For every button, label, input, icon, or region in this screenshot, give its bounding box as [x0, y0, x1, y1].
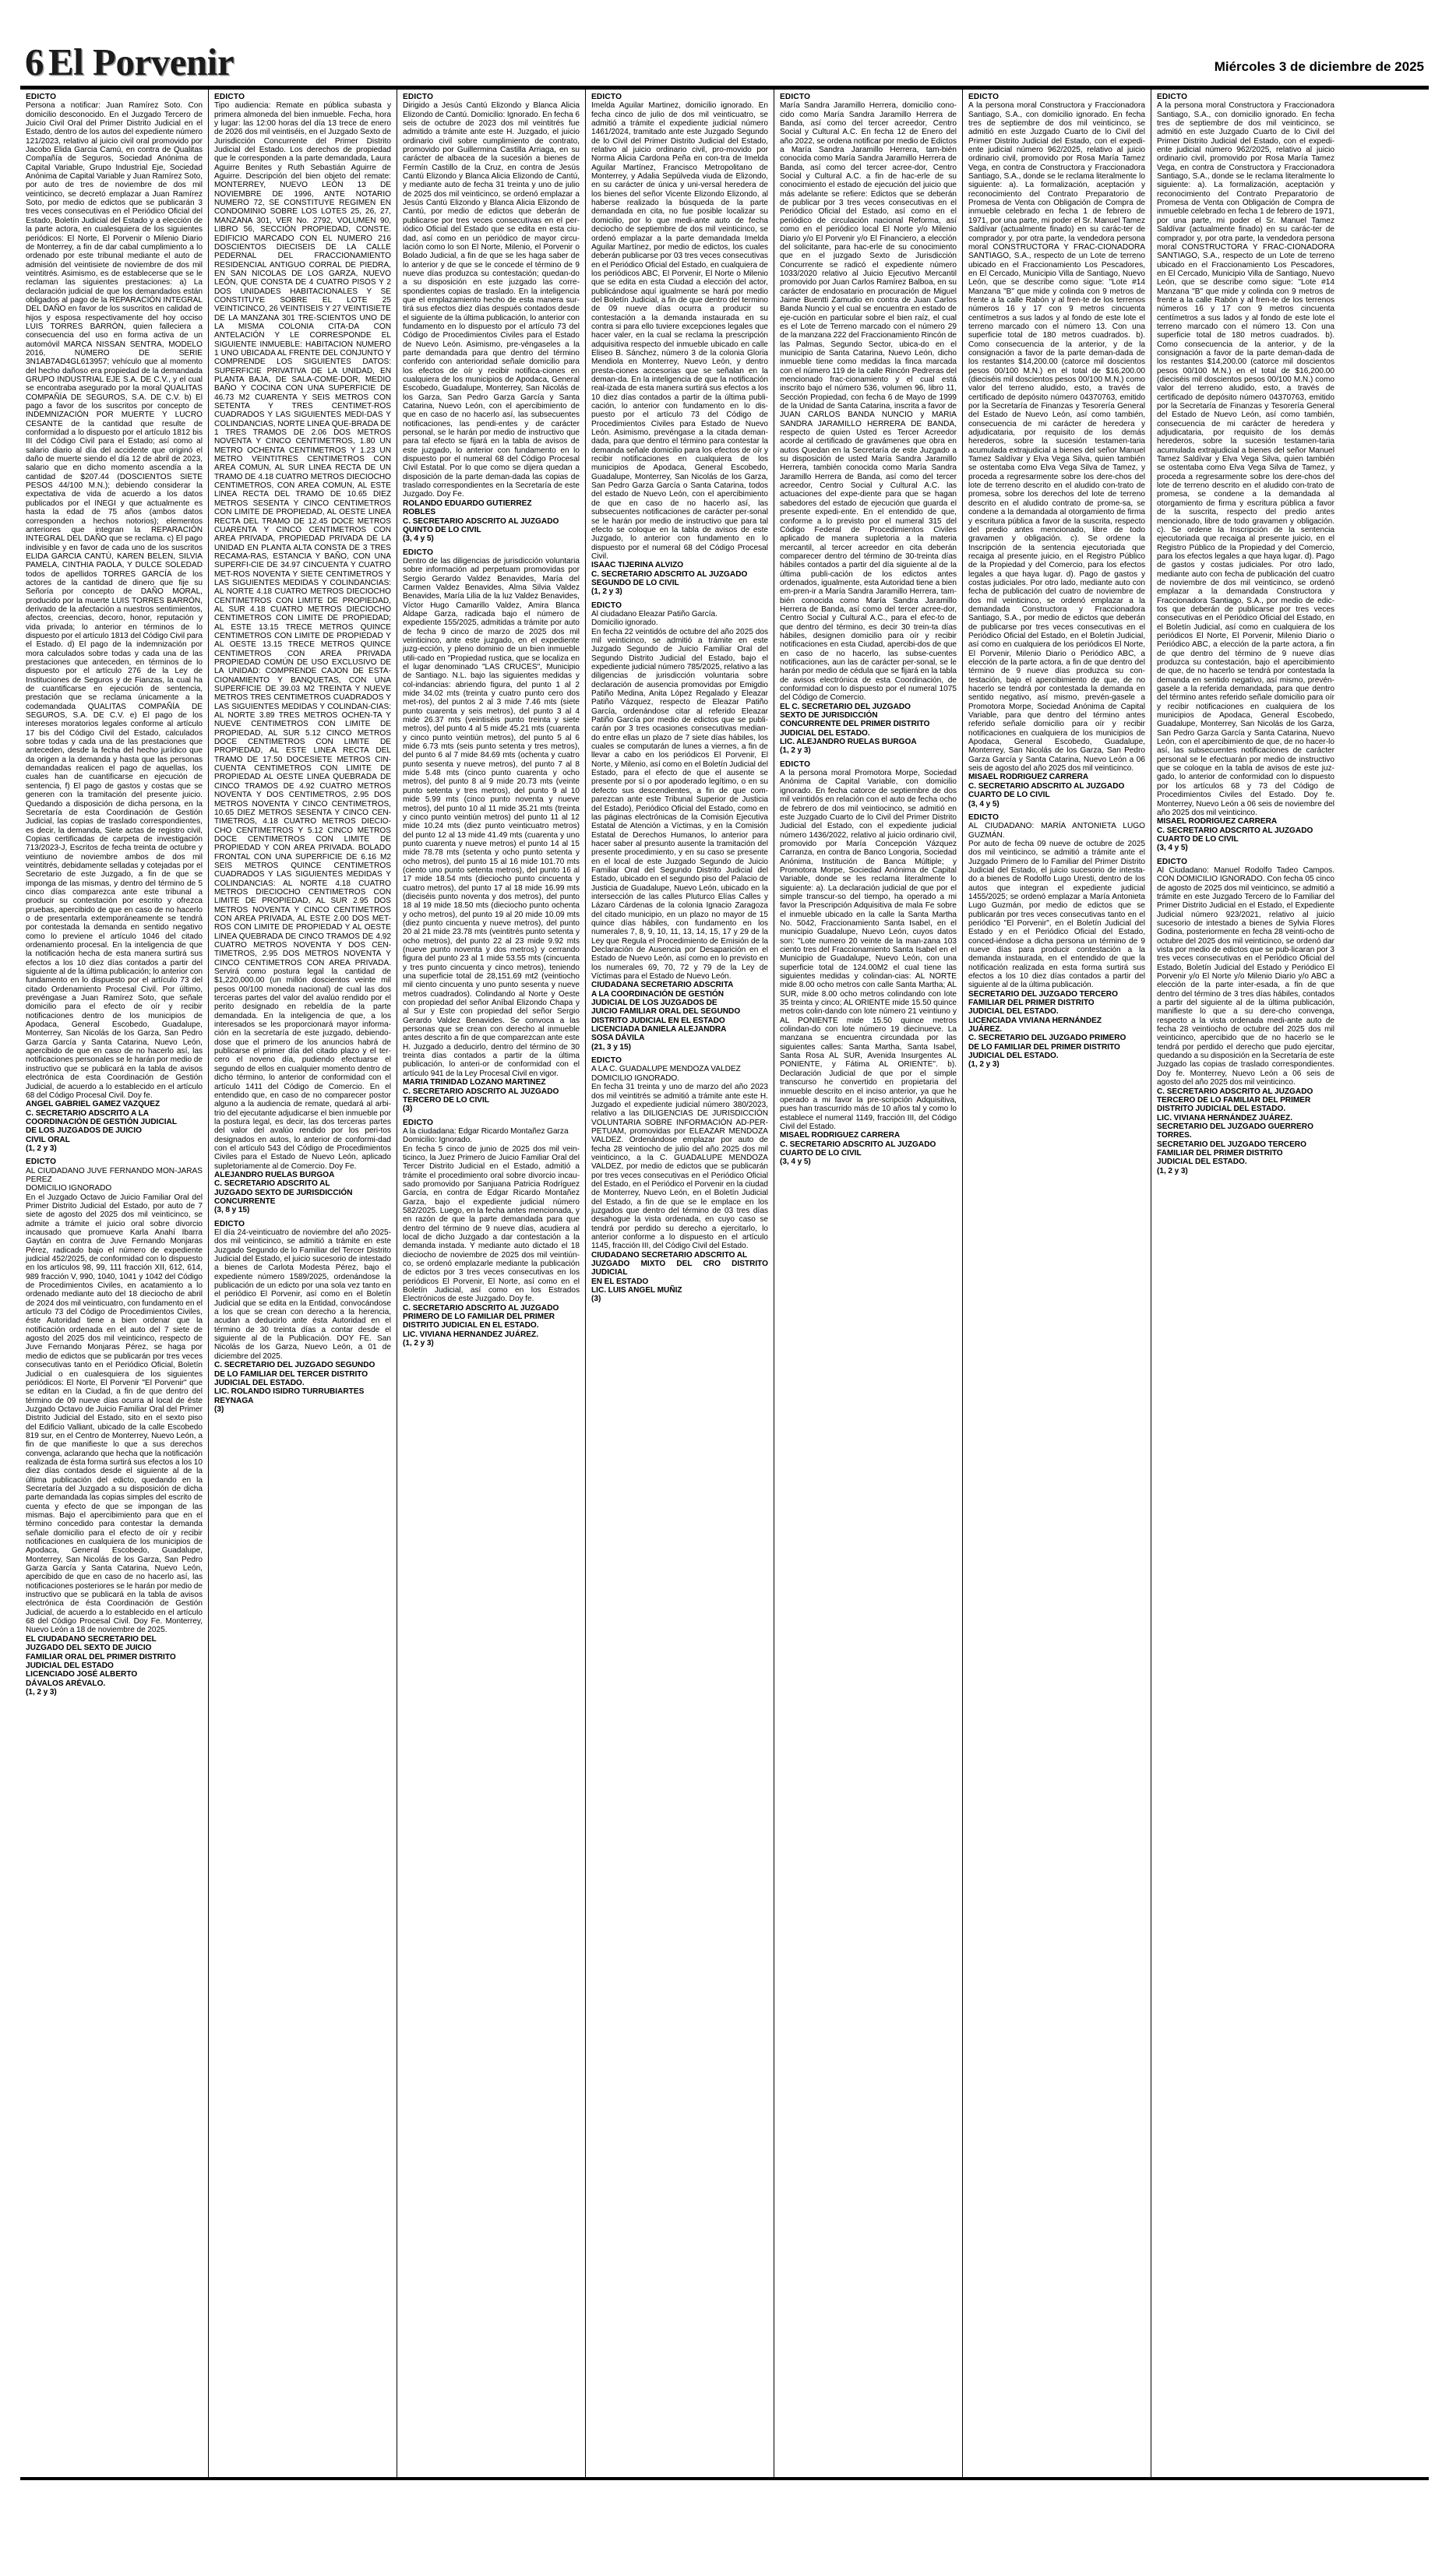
signature-line: JUÁREZ. — [968, 1025, 1003, 1034]
edict-body: Imelda Aguilar Martinez, domicilio ignorado. En fecha cinco de julio de dos mil veinticuatro, se admitió a trámite el expediente judicial número 1461/2024, tramitado ante este Juzgado Segundo de lo Civil del Primer Distrito Judicial del Estado, relativo al juicio ordinario civil, pro-movido por Norma Alicia Cardona Peña en con-tra de Imelda Aguilar Martínez, Francisco Metropolitano de Monterrey, y Adalia Sepúlveda viuda de Elizondo, en su carácter de única y uni-versal heredera de los bienes del señor Vicente Elizondo Elizondo, al haberse realizado la búsqueda de la parte demandada en cita, no fue posible localizar su domicilio, por lo que medi-ante auto de fecha deciocho de septiembre de dos mil veinticinco, se ordenó emplazar a la parte demandada Imelda Aguilar Martínez, por medio de edictos, los cuales deberán publicarse por 03 tres veces consecutivas en el Periódico Oficial del Estado, en cualquiera de los periódicos ABC, El Porvenir, El Norte o Milenio que se edita en esta Ciudad a elección del actor, publicándose aquí igualmente se hará por medio del Boletín Judicial, a fin de que dentro del termino de 09 nueve días ocurra a producir su contestación a la demanda instaurada en su contra si para ello tuviere excepciones legales que hacer valer, en la cual se reclama la prescripción adquisitiva respecto del inmueble ubicado en calle Eliseo B. Sánchez, número 3 de la colonia Gloria Mendiola en Monterrey, Nuevo León, y dentro presta-ciones accesorias que se señalan en la deman-da. En la inteligencia de que la notificación real-izada de esta manera surtirá sus efectos a los 10 diez días contados a partir de la última publi-cación, lo anterior con fundamento en lo dis-puesto por el artículo 73 del Código de Procedimientos Civiles para Estado de Nuevo León. Asimismo, prevéngase a la citada deman-dada, para que dentro el término para contestar la demanda señale domicilio para los efectos de oír y recibir notificaciones en cualquiera de los municipios de Apodaca, General Escobedo, Guadalupe, Monterrey, San Nicolás de los Garza, San Pedro Garza García o Santa Catarina, todos del estado de Nuevo León, con el apercibimiento de que en caso de no hacerlo así, las subsecuentes notificaciones de carácter per-sonal se le harán por medio de instructivo que para tal efecto se coloque en la tabla de avisos de este Juzgado, lo anterior con fundamento en lo dispuesto por el numeral 68 del Código Procesal Civil. — [591, 101, 768, 561]
column-7 — [1151, 90, 1340, 2477]
signature-line: ISAAC TIJERINA ALVIZO — [591, 561, 684, 570]
edict-body: Por auto de fecha 09 nueve de octubre de 2025 dos mil veinticinco, se admitió a trámite ante el Juzgado Primero de lo Familiar del Primer Distrito Judicial del Estado, el juicio sucesorio de intesta-do a bienes de Rodolfo Lugo Uresti, dentro de los autos que integran el expediente judicial 1455/2025; se ordenó emplazar a María Antonieta Lugo Guzmán, por medio de edictos que se publicarán por tres veces consecutivas tanto en el periódico "El Porvenir", en el Boletín Judicial del Estado y en el Periódico Oficial del Estado, conced-iéndose a dicha persona un término de 9 nueve días para producir contestación a la demanda instaurada, en el entendido de que la notificación realizada en esta forma surtirá sus efectos a los 10 diez días contados a partir del siguiente al de la última publicación. — [968, 839, 1145, 990]
signature-line: C. SECRETARIO DEL JUZGADO PRIMERO — [968, 1034, 1126, 1043]
edict-header: EDICTO — [1157, 93, 1188, 101]
signature-line: SOSA DÁVILA — [591, 1034, 645, 1043]
signature-line: DE LO FAMILIAR DEL TERCER DISTRITO — [214, 1369, 368, 1379]
edict-body: A la persona moral Promotora Morpe, Sociedad Anónima de Capital Variable, con domicilio ignorado. En fecha catorce de septiembre de dos mil veintidós en relación con el auto de fecha ocho de febrero de dos mil veintiocinco, se admitió en este Juzgado Cuarto de lo Civil del Primer Distrito Judicial del Estado, con el expediente judicial número 1436/2022, relativo al juicio ordinario civil, promovido por María Concepción Vázquez Carranza, en contra de Banco Longoria, Sociedad Anónima, Institución de Banca Múltiple; y Promotora Morpe, Sociedad Anónima de Capital Variable, donde se les reclama literalmente lo siguiente: a). La declaración judicial de que por el simple transcur-so del tiempo, ha operado a mi favor la Prescripción Adquisitiva de mala Fe sobre el inmueble ubicado en la calle la Santa Martha No. 5042, Fraccionamiento Santa Isabel, en el municipio Guadalupe, Nuevo León, cuyos datos son: "Lote numero 20 veinte de la man-zana 103 ciento tres del Fraccionamiento Santa Isabel en el Municipio de Guadalupe, Nuevo León, con una superficie total de 124.00M2 el cual tiene las siguientes medidas y colindan-cias: AL NORTE mide 8.00 ocho metros con calle Santa Martha; AL SUR, mide 8.00 ocho metros colindando con lote 35 treinta y cinco; AL ORIENTE mide 15.50 quince metros colin-dando con lote número 21 veintiuno y AL PONIENTE mide 15.50 quince metros colindan-do con lote número 19 diecinueve. La manzana se encuentra circundada por las siguientes calles: Santa Martha, Santa Isabel, Santa Rosa AL SUR, Avenida Insurgentes AL PONIENTE, y Fátima AL ORIENTE". b). Declaración Judicial de que por el simple transcurso he convertido en propietaria del inmueble descrito en el inciso anterior, ya que he operado a mi favor la pre-scripción Adquisitiva, pues han trascurrido más de 10 años tal y como lo establece el numeral 1149, fracción III, del Código Civil del Estado. — [780, 769, 957, 1131]
signature-line: JUDICIAL DEL ESTADO. — [968, 1052, 1059, 1061]
signature-line: C. SECRETARIO ADSCRITO AL JUZGADO — [780, 1140, 936, 1149]
edict-header: EDICTO — [403, 93, 434, 101]
signature-line: EL CIUDADANO SECRETARIO DEL — [26, 1634, 157, 1644]
edict-signature — [403, 499, 580, 534]
signature-line: C. SECRETARIO ADSCRITO AL JUZGADO — [403, 1303, 559, 1313]
edict-signature — [968, 990, 1145, 1061]
signature-line: C. SECRETARIO ADSCRITO AL JUZGADO — [968, 781, 1125, 791]
edict-signature — [968, 773, 1145, 799]
signature-line: MARIA TRINIDAD LOZANO MARTINEZ — [403, 1078, 546, 1087]
masthead — [20, 0, 1429, 86]
signature-line: DE LOS JUZGADOS DE JUICIO — [26, 1126, 142, 1136]
edict-body: Dentro de las diligencias de jurisdicción voluntaria sobre información ad perpetuam promovidas por Sergio Gerardo Valdez Benavides, María del Carmen Valdez Benavides, Alma Silvia Valdez Benavides, María Lilia de la luz Valdez Benavides, Víctor Hugo Camarillo Valdez, Amira Blanca Aldape Garza, radicada bajo el número de expediente 155/2025, admitidas a trámite por auto de fecha 9 cinco de marzo de 2025 dos mil veinticinco, ante este juzgado, en el expediente juzg-ección, y pleno dominio de un bien inmueble utili-cado en "Propiedad rustica, que se localiza en el lugar denominado "LAS CRUCES", Municipio de Santiago. N.L. bajo las siguientes medidas y col-indancias: abriendo figura, del punto 1 al 2 mide 34.02 mts (treinta y cuatro punto cero dos met-ros), del puntos 2 al 3 mide 7.46 mts (siete punto cuarenta y seis metros), del punto 3 al 4 mide 26.37 mts (veintiséis punto treinta y siete metros), del punto 4 al 5 mide 45.21 mts (cuarenta y cinco punto veintiún metros), del punto 5 al 6 mide 6.73 mts (seis punto setenta y tres metros), del punto 6 al 7 mide 84.69 mts (ochenta y cuatro punto sesenta y nueve metros), del punto 7 al 8 mide 5.48 mts (cinco punto cuarenta y ocho metros), del punto 8 al 9 mide 20.73 mts (veinte punto setenta y tres metros), del punto 9 al 10 mide 5.99 mts (cinco punto noventa y nueve metros), del punto 10 al 11 mide 35.21 mts (treinta y cinco punto veintiún metros) del punto 11 al 12 mide 10.24 mts (diez punto veinticuatro metros) del punto 12 al 13 mide 41.49 mts (cuarenta y uno punto cuarenta y nueve metros) el punto 14 al 15 mide 78.78 mts (setenta y ocho punto setenta y ocho metros), del punto 15 al 16 mide 101.70 mts (ciento uno punto setenta metros), del punto 16 al 17 mide 18.54 mts (dieciocho punto cincuenta y cuatro metros), del punto 17 al 18 mide 16.99 mts (dieciséis punto noventa y dos metros), del punto 18 al 19 mide 18.50 mts (dieciocho punto ochenta y ocho metros), del punto 19 al 20 mide 10.09 mts (diez punto cincuenta y nueve metros), del punto 20 al 21 mide 23.78 mts (veintitrés punto setenta y ocho metros), del punto 22 al 23 mide 9.92 mts (nueve punto noventa y dos metros) y cerrando figura del punto 23 al 1 mide 53.55 mts (cincuenta y tres punto cincuenta y cinco metros), teniendo una superficie total de 28,151.69 mt2 (veintiocho mil ciento cincuenta y uno punto sesenta y nueve metros cuadrados). Colindando al Norte y Oeste con propiedad del señor Aníbal Elizondo Chapa y al Sur y Este con propiedad del señor Sergio Gerardo Valdez Benavides. Se convoca a las personas que se crean con derecho al inmueble antes descrito a fin de que comparezcan ante este H. Juzgado a deducirlo, dentro del término de 30 treinta días contados a partir de la última publicación, lo anteri-or de conformidad con el artículo 941 de la Ley Procesal Civil en vigor. — [403, 556, 580, 1078]
edict-publication-ref: (1, 2 y 3) — [591, 587, 622, 597]
signature-line: DISTRITO JUDICIAL EN EL ESTADO — [591, 1016, 725, 1025]
edict-body: Tipo audiencia: Remate en pública subasta y primera almoneda del bien inmueble. Fecha, hora y lugar: las 12:00 horas del día 13 trece de enero de 2026 dos mil veintiséis, en el Juzgado Sexto de Jurisdicción Concurrente del Primer Distrito Judicial del Estado. Los derechos de propiedad que le corresponden a la parte demandada, Laura Aguirre Benites y Ruth Sebastián Aguirre de Aguirre. Descripción del bien objeto del remate: MONTERREY, NUEVO LEÓN 13 DE NOVIEMBRE DE 1996, ANTE NOTARIO NUMERO 72, SE CONSTITUYE REGIMEN EN CONDOMINIO SOBRE LOS LOTES 25, 26, 27, MANZANA 301, VER No. 2792, VOLUMEN 90, LIBRO 56, SECCIÓN PROPIEDAD, CONSTE. EDIFICIO MARCADO CON EL NUMERO 216 DOSCIENTOS DIECISEIS DE LA CALLE PEDERNAL DEL FRACCIONAMIENTO RESIDENCIAL ANTIGUO CORRAL DE PIEDRA, EN SAN NICOLAS DE LOS GARZA, NUEVO LEÓN, QUE CONSTA DE 4 CUATRO PISOS Y 2 DOS UNIDADES HABITACIONALES Y SE CONSTITUYE SOBRE EL LOTE 25 VEINTICINCO, 26 VEINTISEIS Y 27 VEINTISIETE DE LA MANZANA 301 TRE-SCIENTOS UNO DE LA MISMA COLONIA CITA-DA CON ANTELACIÓN Y LE CORRESPONDE EL SIGUIENTE INMUEBLE: HABITACION NUMERO 1 UNO UBICADA AL FRENTE DEL CONJUNTO Y COMPRENDE LOS SIGUIENTES DATOS: SUPERFICIE PRIVATIVA DE LA UNIDAD, EN PLANTA BAJA, DE SALA-COME-DOR, MEDIO BAÑO Y COCINA CON UNA SUPERFICIE DE 46.73 M2 CUARENTA Y SEIS METROS CON SETENTA Y TRES CENTIMET-ROS CUADRADOS Y LAS SIGUIENTES MEDI-DAS Y COLINDANCIAS, NORTE LINEA QUE-BRADA DE 1 TRES TRAMOS DE 2.06 DOS METROS NOVENTA Y CINCO CENTIMETROS, 1.80 UN METRO OCHENTA CENTIMETROS Y 1.23 UN METRO VEINTITRES CENTIMETROS CON AREA COMUN, AL SUR LINEA RECTA DE UN TRAMO DE 4.18 CUATRO METROS DIECIOCHO CENTIMETROS, CON AREA COMUN, AL ESTE LINEA RECTA DEL TRAMO DE 10.65 DIEZ METROS SESENTA Y CINCO CENTIMETROS CON LIMITE DE PROPIEDAD, AL OESTE LINEA RECTA DEL TRAMO DE 12.45 DOCE METROS CUARENTA Y CINCO CENTIMETROS CON AREA PRIVADA, PROPIEDAD PRIVADA DE LA UNIDAD EN PLANTA ALTA CONSTA DE 3 TRES RECAMA-RAS, ESTANCIA Y BAÑO, CON UNA SUPERFI-CIE DE 34.97 CINCUENTA Y CUATRO MET-ROS NOVENTA Y SIETE CENTIMETROS Y LAS SIGUIENTES MEDIDAS Y COLINDANCIAS: AL NORTE 4.18 CUATRO METROS DIECIOCHO CENTIMETROS CON LIMITE DE PROPIEDAD, AL SUR 4.18 CUATRO METROS DIECIOCHO CENTIMETROS CON LIMITE DE PROPIEDAD; AL ESTE 13.15 TRECE METROS QUINCE CENTIMETROS CON LIMITE DE PROPIEDAD Y AL OESTE 13.15 TRECE METROS QUINCE CENTIMETROS CON AREA PRIVADA PROPIEDAD COMÚN DE USO EXCLUSIVO DE LA UNIDAD: COMPRENDE CAJON DE ESTA-CIONAMIENTO Y BANQUETAS, CON UNA SUPERFICIE DE 39.03 M2 TREINTA Y NUEVE METROS TRES CENTIMETROS CUADRADOS Y LAS SIGUIENTES MEDIDAS Y COLINDAN-CIAS: AL NORTE 3.89 TRES METROS OCHEN-TA Y NUEVE CENTIMETROS CON LIMITE DE PROPIEDAD, AL SUR 5.12 CINCO METROS DOCE CENTIMETROS CON LIMITE DE PROPIEDAD, AL ESTE LINEA RECTA DEL TRAMO DE 17.50 DOCESIETE METROS CIN-CUENTA CENTIMETROS CON LIMITE DE PROPIEDAD AL OESTE LINEA QUEBRADA DE CINCO TRAMOS DE 4.92 CUATRO METROS NOVENTA Y DOS CENTIMETROS, 2.95 DOS METROS NOVENTA Y CINCO CENTIMETROS, 10.65 DIEZ METROS SESENTA Y CINCO CEN-TIMETROS, 4.18 CUATRO METROS DIECIO-CHO CENTIMETROS Y 5.12 CINCO METROS DOCE CENTIMETROS CON LIMITE DE PROPIEDAD Y CON AREA PRIVADA. BOLADO FRONTAL CON UNA SUPERFICIE DE 6.16 M2 SEIS METROS QUINCE CENTIMETROS CUADRADOS Y LAS SIGUIENTES MEDIDAS Y COLINDANCIAS: AL NORTE 4.18 CUATRO METROS DIECIOCHO CENTIMETROS CON LIMITE DE PROPIEDAD, AL SUR 2.95 DOS METROS NOVENTA Y CINCO CENTIMETROS CON AREA PRIVADA, AL ESTE 2.00 DOS MET-ROS CON LIMITE DE PROPIEDAD Y AL OESTE LINEA QUEBRADA DE CINCO TRAMOS DE 4.92 CUATRO METROS NOVENTA Y DOS CEN-TIMETROS, 2.95 DOS METROS NOVENTA Y CINCO CENTIMETROS CON AREA PRIVADA. Servirá como postura legal la cantidad de $1,220,000.00 (un millón doscientos veinte mil pesos 00/100 moneda nacional) de cual las dos terceras partes del valor del avalúo rendido por el perito designado en rebeldía de la parte demandada. En la inteligencia de que, a los interesados se les proporcionará mayor informa-ción en la secretaría de este juzgado, debiendo-dose que el primero de los anuncios habrá de publicarse el primer día del citado plazo y el ter-cero el noveno día, pudiendo efectuarse el segundo de ellos en cualquier momento dentro de dicho término, lo anterior de conformidad con el artículo 1411 del Código de Comercio. En el entendido que, en caso de no comparecer postor alguno a la audiencia de remate, quedará al arbi-trio del ejecutante adjudicarse el bien inmueble por la postura legal, es decir, las dos terceras partes del valor del avalúo rendido por los peri-tos designados en autos, lo anterior de conformi-dad con el artículo 543 del Código de Procedimientos Civiles para el Estado de Nuevo León, aplicado supletoriamente al de Comercio. Doy Fe. — [214, 101, 391, 1171]
signature-line: CONCURRENTE DEL PRIMER DISTRITO — [780, 720, 930, 729]
edict-signature — [591, 981, 768, 1042]
signature-line: SECRETARIO DEL JUZGADO TERCERO — [968, 989, 1118, 999]
signature-line: JUZGADO DEL SEXTO DE JUICIO — [26, 1644, 152, 1653]
signature-line: PRIMERO DE LO FAMILIAR DEL PRIMER — [403, 1313, 555, 1322]
signature-line: CUARTO DE LO CIVIL — [780, 1148, 862, 1158]
signature-line: SEXTO DE JURISDICCIÓN — [780, 711, 878, 721]
signature-line: ROBLES — [403, 508, 436, 517]
signature-line: C. SECRETARIO ADSCRITO AL — [214, 1179, 330, 1189]
signature-line: DÁVALOS ARÉVALO. — [26, 1679, 106, 1688]
block-spacer — [780, 1167, 957, 1172]
signature-line: CIUDADANA SECRETARIO ADSCRITA — [591, 981, 734, 990]
edict-signature — [26, 1635, 203, 1688]
signature-line: FAMILIAR DEL PRIMER DISTRITO — [968, 999, 1095, 1008]
signature-line: C. SECRETARIO ADSCRITO AL JUZGADO — [403, 1087, 559, 1096]
signature-line: LIC. ROLANDO ISIDRO TURRUBIARTES — [214, 1387, 365, 1397]
edict-body: A la persona moral Constructora y Fraccionadora Santiago, S.A., con domicilio ignorado. En fecha tres de septiembre de dos mil veinticinco, se admitió en este Juzgado Cuarto de lo Civil del Primer Distrito Judicial del Estado, con el expedi-ente judicial número 962/2025, relativo al juicio ordinario civil, promovido por Rosa María Tamez Vega, en contra de Constructora y Fraccionadora Santiago, S.A., donde se le reclama literalmente lo siguiente: a). La formalización, aceptación y reconocimiento del Contrato Preparatorio de Promesa de Venta con Obligación de Compra de inmueble celebrado en fecha 1 de febrero de 1971, por una parte, mi poder el Sr. Manuel Tamez Saldívar (actualmente finado) en su carác-ter de comprador y, por otra parte, la vendedora persona moral CONSTRUCTORA Y FRAC-CIONADORA SANTIAGO, S.A., respecto de un Lote de terreno ubicado en el Fraccionamiento Los Pescadores, en El Cercado, Municipio Villa de Santiago, Nuevo León, que se describe como sigue: "Lote #14 Manzana "B" que mide y colinda con 9 metros de frente a la calle Rabón y al fren-te de los terrenos números 16 y 17 con 9 metros cincuenta centímetros a sus lados y al fondo de este lote el terreno marcado con el número 13. Con una superficie total de 180 metros cuadrados. b). Como consecuencia de la anterior, y de la consignación a favor de la parte deman-dada de los restantes $14,200.00 (catorce mil doscientos pesos 00/100 M.N.) en el total de $16,200.00 (dieciséis mil doscientos pesos 00/100 M.N.) como valor del terreno aludido, esto, a través de certificado de depósito número 04370763, emitido por la Secretaría de Finanzas y Tesorería General del Estado de Nuevo León, así como también, consecuencia de mi carácter de heredera y adjudicataria, por requisito de los demás herederos, sobre la sucesión testamen-taria acumulada extrajudicial a bienes del señor Manuel Tamez Saldívar y Elva Vega Silva, quien también se ostentaba como Elva Vega Silva de Tamez, y proceda a regresarmente sobre los dere-chos del lote de terreno descrito en el aludido con-trato de promesa, se condene a la demandada al otorgamiento de firma y escritura pública a favor de la suscrita, respecto del predio antes mencionado, libre de todo gravamen y obligación. c). Se ordene la Inscripción de la sentencia ejecutoriada que recaiga al presente juicio, en el Registro Público de la Propiedad y del Comercio, para los efectos legales a que haya lugar. d). Pago de gastos y costas judiciales. Por otro lado, mediante auto con fecha de publicación del cuatro de noviembre de dos mil veinticinco, se ordenó emplazar a la demandada Constructora y Fraccionadora Santiago, S.A., por medio de edic-tos que deberán de publicarse por tres veces consecutivas en el Periódico Oficial del Estado, en el Boletín Judicial, así como en cualquiera de los periódicos El Norte, El Porvenir, Milenio Diario o Periódico ABC, a elección de la parte actora, a fin de que dentro del término de 9 nueve días produzca su contestación, bajo el apercibimiento de que, de no hacerlo se tendrá por contestada la demanda en sentido negativo, así mismo, prevén-gasele a la referida demandada, para que dentro del término antes referido señale domicilio para oír y recibir notificaciones en cualquiera de los municipios de Apodaca, General Escobedo, Guadalupe, Monterrey, San Nicolás de los Garza, San Pedro Garza García y Santa Catarina, Nuevo León, con el apercibimiento de que, de no hacer-lo así, las subsecuentes notificaciones de carácter personal se le efectuarán por medio de instructivo que se coloque en la tabla de avisos de este juz-gado, lo anterior de conformidad con lo dispuesto por los artículos 68 y 73 del Código de Procedimientos Civiles del Estado. Doy fe. Monterrey, Nuevo León a 06 seis de noviembre del año 2025 dos mil veinticinco. — [1157, 101, 1334, 817]
signature-line: TERCERO DE LO CIVIL — [403, 1095, 489, 1105]
signature-line: LIC. VIVIANA HERNÁNDEZ JUÁREZ. — [1157, 1113, 1292, 1122]
signature-line: QUINTO DE LO CIVIL — [403, 525, 481, 534]
signature-line: JUDICIAL DEL ESTADO. — [780, 728, 870, 738]
edict-body: Al ciudadano Eleazar Patiño García. — [591, 609, 717, 618]
footer-rule — [20, 2477, 1429, 2480]
block-spacer — [968, 1070, 1145, 1074]
edict-header: EDICTO — [591, 601, 622, 610]
signature-line: FAMILIAR ORAL DEL PRIMER DISTRITO — [26, 1652, 176, 1662]
masthead-title — [20, 43, 234, 81]
edict-signature — [214, 1361, 391, 1405]
signature-line: MISAEL RODRIGUEZ CARRERA — [1157, 817, 1278, 826]
edict-header: EDICTO — [26, 93, 57, 101]
edict-signature — [403, 1078, 580, 1105]
edict-header: EDICTO — [214, 1219, 245, 1228]
signature-line: FAMILIAR DEL PRIMER DISTRITO — [1157, 1148, 1283, 1158]
signature-line: TORRES. — [1157, 1131, 1192, 1140]
column-1 — [20, 90, 209, 2477]
edict-header: EDICTO — [591, 93, 622, 101]
signature-line: (1, 2 y 3) — [403, 1339, 434, 1348]
signature-line: EN EL ESTADO — [591, 1277, 649, 1286]
signature-line: DE LO FAMILIAR DEL PRIMER DISTRITO — [968, 1042, 1120, 1052]
column-2 — [209, 90, 397, 2477]
signature-line: CUARTO DE LO CIVIL — [968, 791, 1050, 800]
edict-header: EDICTO — [780, 759, 811, 769]
signature-line: JUDICIAL DEL ESTADO. — [214, 1378, 305, 1387]
edict-body: Persona a notificar: Juan Ramírez Soto. Con domicilio desconocido. En el Juzgado Tercero de Juicio Civil Oral del Primer Distrito Judicial en el Estado, dentro de los autos del expediente número 121/2023, relativo al juicio civil oral promovido por Jacobo Elida Garcia Camú, en contra de Qualitas Compañía de Seguros, Sociedad Anónima de Capital Variable, Grupo Industrial Eje, Sociedad Anónima de Capital Variable y Juan Ramírez Soto, por auto de tres de noviembre de dos mil veinticinco, se decretó emplazar a Juan Ramírez Soto, por medio de edictos que se publicarán 3 tres veces consecutivas en el Periódico Oficial del Estado, Boletín Judicial del Estado y a elección de la parte actora, en cualesquiera de los siguientes periódicos: El Norte, El Porvenir o Milenio Diario de Monterrey, a fin de dar cabal cumplimiento a lo ordenado por este tribunal mediante el auto de admisión del veintisiete de noviembre de dos mil veintitrés. Asimismo, es de establecerse que se le reclaman las siguientes prestaciones: a) La declaración judicial de que los demandados están obligados al pago de la REPARACIÓN INTEGRAL DEL DAÑO en favor de los suscritos en calidad de hijos y esposa respectivamente del hoy occiso LUIS TORRES BARRÓN, quien falleciera a consecuencia del uso en forma activa de un automóvil MARCA NISSAN SENTRA, MODELO 2016, NÚMERO DE SERIE 3N1AB7AD4GL613957; vehículo que al momento del hecho dañoso era propiedad de la demandada GRUPO INDUSTRIAL EJE S.A. DE C.V., y el cual se encontraba asegurado por la moral QUALITAS COMPAÑÍA DE SEGUROS, S.A. DE C.V. b) El pago a favor de los suscritos por concepto de INDEMNIZACIÓN POR MUERTE Y LUCRO CESANTE de la cantidad que resulte de conformidad a lo dispuesto por el artículo 1812 bis III del Código Civil para el Estado; así como al salario diario al día del accidente que originó el daño de muerte siendo el día 12 de abril de 2023, salario que en dicho momento ascendía a la cantidad de $207.44 (DOSCIENTOS SIETE PESOS 44/100 M.N.); debiendo considerar la expectativa de vida de acuerdo a los datos publicados por el INEGI y que actualmente es hasta la edad de 75 años (ambos datos corresponden a hechos notorios); elementos anteriores que integran la REPARACIÓN INTEGRAL DEL DAÑO que se reclama. c) El pago indivisible y en favor de cada uno de los suscritos ELIDA GARCIA CANTÚ, KAREN BELEN, SILVIA PAMELA, CINTHIA PAOLA, Y DULCE SOLEDAD todos de apellidos TORRES GARCÍA de los actores de la cantidad de dinero que fije su Señoría por concepto de DAÑO MORAL, producido por la muerte LUIS TORRES BARRÓN, derivado de la afectación a nuestros sentimientos, afectos, creencias, decoro, honor, reputación y vida privada; lo anterior en términos de lo dispuesto por el artículo 1813 del Código Civil para el Estado. d) El pago de la indemnización por mora calculados sobre todas y cada una de las prestaciones que anteceden, en términos de lo dispuesto por el artículo 276 de la Ley de Instituciones de Seguros y de Fianzas, la cual ha de cuantificarse en ejecución de sentencia, prestación que se reclama únicamente a la codemandada QUALITAS COMPAÑÍA DE SEGUROS, S.A. DE C.V. e) El pago de los intereses moratorios legales conforme al artículo 17 bis del Código Civil del Estado, calculados sobre todas y cada una de las prestaciones que anteceden, desde la fecha del hecho jurídico que da origen a la demanda y hasta que las personas demandadas realicen el pago de aquellas, los cuales han de cuantificarse en ejecución de sentencia, f) El pago de gastos y costas que se generen con la tramitación del presente juicio. Quedando a disposición de dicha persona, en la Secretaría de esta Coordinación de Gestión Judicial, las copias de traslado correspondientes, es decir, la demanda, Siete actas de registro civil, Copias certificadas de carpeta de investigación 713/2023-J, Escritos de fecha treinta de octubre y veintiuno de noviembre ambos de dos mil veintitrés, debidamente selladas y cotejadas por el Secretario de este Juzgado, a fin de que se imponga de las mismas, y dentro del término de 5 cinco días comparezca ante este tribunal a producir su contestación por escrito y ofrezca pruebas, apercibido de que en caso de no hacerlo o de presentarla extemporáneamente se tendrá por contestada la demanda en sentido negativo como lo previene el artículo 1046 del citado ordenamiento procesal. En la inteligencia de que la notificación hecha de esta manera surtirá sus efectos a los 10 diez días contados a partir del siguiente al de la última publicación; lo anterior con fundamento en lo dispuesto por el artículo 73 del citado Ordenamiento Procesal Civil. Por último, prevéngase a Juan Ramírez Soto, que señale domicilio para el efecto de oír y recibir notificaciones dentro de los municipios de Apodaca, General Escobedo, Guadalupe, Monterrey, San Nicolás de los Garza, San Pedro Garza García y Santa Catarina, Nuevo León, apercibido de que en caso de no hacerlo así, las notificaciones personales se le harán por medio de instructivo que se publicará en la tabla de avisos electrónica de esta Coordinación de Gestión Judicial, de acuerdo a lo establecido en el artículo 68 del Código Procesal Civil. Doy fe. — [26, 101, 203, 1100]
edict-signature — [591, 1251, 768, 1304]
signature-line: EL C. SECRETARIO DEL JUZGADO — [780, 702, 911, 711]
edict-publication-ref: (1, 2 y 3) — [968, 1060, 999, 1070]
signature-line: JUDICIAL DEL ESTADO. — [1157, 1158, 1247, 1167]
edict-header: EDICTO — [26, 1158, 57, 1167]
edict-signature — [1157, 1087, 1334, 1167]
column-4 — [586, 90, 774, 2477]
edict-body: Dirigido a Jesús Cantú Elizondo y Blanca Alicia Elizondo de Cantú. Domicilio: Ignorado. En fecha 6 seis de octubre de 2023 dos mil veintitrés fue admitido a trámite ante este H. Juzgado, el juicio ordinario civil sobre cumplimiento de contrato, promovido por Guillermina Castilla Arriaga, en su carácter de albacea de la sucesión a bienes de Fermín Castillo de la Cruz, en contra de Jesús Cantú Elizondo y Blanca Alicia Elizondo de Cantú, y mediante auto de fecha 31 treinta y uno de julio de 2025 dos mil veinticinco, se ordenó emplazar a Jesús Cantú Elizondo y Blanca Alicia Elizondo de Cantú, por medio de edictos que deberán de publicarse por tres veces consecutivas en el per-iódico Oficial del Estado que se edita en esta ciu-dad, así como en un periódico de mayor circu-lación como lo son El Norte, Milenio, el Porvenir o Bolado Judicial, a fin de que se les haga saber de lo anterior y de que se le concede el término de 9 nueve días produzca su contestación; quedan-do a su disposición en este juzgado las corre-spondientes copias de traslado. En la inteligencia que el emplazamiento hecho de esta manera sur-tirá sus efectos diez días después contados desde el siguiente de la última publicación, lo anterior con fundamento en lo dispuesto por el artículo 73 del Código de Procedimientos Civiles para el Estado de Nuevo León. Asimismo, pre-véngaseles a la parte demandada para que dentro del término conferido con anterioridad señale domicilio para los efectos de oír y recibir notifica-ciones en cualquiera de los municipios de Apodaca, General Escobedo, Guadalupe, Monterrey, San Nicolás de los Garza, San Pedro Garza García y Santa Catarina, Nuevo León, con el apercibimiento de que en caso de no hacerlo así, las subsecuentes notificaciones, las pendi-entes y de carácter personal, se le harán por medio de instructivo que para tal efecto se fijará en la tabla de avisos de este juzgado, lo anterior con fundamento en lo dispuesto por el numeral 68 del Código Procesal Civil Estatal. Por lo que como se dijera quedan a disposición de la parte deman-dada las copias de traslado correspondientes en la Secretaría de este Juzgado. Doy Fe. — [403, 101, 580, 499]
edict-header: EDICTO — [780, 93, 811, 101]
signature-line: C. SECRETARIO ADSCRITO AL JUZGADO — [591, 569, 748, 579]
edict-publication-ref: (21, 3 y 15) — [591, 1042, 632, 1052]
publication-date: Miércoles 3 de diciembre de 2025 — [1214, 59, 1424, 74]
signature-line: A LA COORDINACIÓN DE GESTIÓN — [591, 989, 724, 999]
signature-line: JUDICIAL DE LOS JUZGADOS DE — [591, 999, 717, 1008]
edict-signature — [780, 703, 957, 747]
signature-line: JUZGADO MIXTO DEL CRO DISTRITO JUDICIAL — [591, 1260, 768, 1277]
signature-line: LICENCIADA DANIELA ALEJANDRA — [591, 1025, 727, 1034]
edict-body: Domicilio: Ignorado. — [403, 1136, 473, 1145]
edict-body: AL CIUDADANO JUVE FERNANDO MON-JARAS PEREZ — [26, 1166, 203, 1184]
edict-publication-ref: (3) — [214, 1404, 224, 1414]
edict-body: En fecha 22 veintidós de octubre del año 2025 dos mil veinticinco, se admitió a trámite en este Juzgado Segundo de Juicio Familiar Oral del Segundo Distrito Judicial del Estado, bajo el expediente judicial número 785/2025, relativo a las diligencias de jurisdicción voluntaria sobre declaración de ausencia promovidas por Emigdio Patiño Medina, Anita López Regalado y Eleazar Patiño Vázquez, respecto de Eleazar Patiño García, ordenándose citar al referido Eleazar Patiño García por medio de edictos que se publi-carán por 3 tres ocasiones consecutivas median-do entre ellas un plazo de 7 siete días hábiles, los cuales se computarán de lunes a viernes, a fin de llevar a cabo en los periódicos El Porvenir, El Norte, y Milenio, así como en el Boletín Judicial del Estado, para el efecto de que el ausente se presente por sí o por apoderado legítimo, o en su defecto sus descendientes, a fin de que com-parezcan ante este Tribunal Superior de Justicia del Estado), Periódico Oficial del Estado, como en las páginas electrónicas de la Comisión Ejecutiva Estatal de Atención a Víctimas, y en la Comisión Estatal de Derechos Humanos, lo anterior para hacer saber al presunto ausente la tramitación del presente procedimiento, y en su caso se presente en el local de este Juzgado Segundo de Juicio Familiar Oral del Segundo Distrito Judicial del Estado, ubicado en el segundo piso del Palacio de Justicia de Guadalupe, Nuevo León, ubicado en la intersección de las calles Pluturco Elías Calles y Lázaro Cárdenas de la colonia Ignacio Zaragoza del citado municipio, en un plazo no mayor de 15 quince días hábiles, con fundamento en los numerales 7, 8, 9, 10, 11, 13, 14, 15, 17 y 29 de la Ley que Regula el Procedimiento de Emisión de la Declaración de Ausencia por Desaparición en el Estado de Nuevo León, así como en lo previsto en los numerales 69, 70, 72 y 79 de la Ley de Víctimas para el Estado de Nuevo León. — [591, 627, 768, 981]
signature-line: LIC. ALEJANDRO RUELAS BURGOA — [780, 738, 917, 747]
edict-publication-ref: (3, 4 y 5) — [968, 799, 999, 809]
column-5 — [774, 90, 963, 2477]
signature-line: LICENCIADO JOSÉ ALBERTO — [26, 1670, 138, 1679]
edict-signature — [1157, 817, 1334, 844]
signature-line: C. SECRETARIO ADSCRITO AL JUZGADO — [1157, 826, 1313, 835]
block-spacer — [26, 1697, 203, 1701]
edict-header: EDICTO — [214, 93, 245, 101]
edict-publication-ref: (1, 2 y 3) — [1157, 1166, 1188, 1175]
block-spacer — [214, 1414, 391, 1418]
signature-line: C. SECRETARIO DEL JUZGADO SEGUNDO — [214, 1361, 375, 1370]
signature-line: (3) — [591, 1295, 601, 1304]
edict-body: En fecha 5 cinco de junio de 2025 dos mil vein-ticinco, la Juez Primero de Juicio Familiar Oral del Tercer Distrito Judicial en el Estado, admitió a trámite el procedimiento oral sobre divorcio incau-sado promovido por Sanjuana Patricia Rodríguez García, en contra de Edgar Ricardo Montañez Garza, bajo el expediente judicial número 582/2025. Luego, en la fecha antes mencionada, y en razón de que la parte demandada para que dentro del término de 9 nueve días, acudiera al local de dicho Juzgado a dar contestación a la demanda instada. Y mediante auto dictado el 18 dieciocho de noviembre de 2025 dos mil veintiún-co, se ordenó emplazarle mediante la publicación de edictos por 3 tres veces consecutivas en los periódicos El Porvenir, El Norte, así como en el Boletín Judicial, así como en los Estrados Electrónicos de este Juzgado. Doy fe. — [403, 1144, 580, 1304]
signature-line: REYNAGA — [214, 1396, 254, 1405]
edict-signature — [591, 561, 768, 587]
edict-publication-ref: (3, 8 y 15) — [214, 1206, 250, 1215]
signature-line: C. SECRETARIO ADSCRITO AL JUZGADO — [1157, 1087, 1313, 1096]
edict-header: EDICTO — [403, 1118, 434, 1127]
block-spacer — [1157, 1175, 1334, 1180]
signature-line: CONCURRENTE — [214, 1196, 276, 1206]
newspaper-name: El Porvenir — [48, 41, 234, 83]
edict-publication-ref: (1, 2 y 3) — [26, 1687, 57, 1697]
column-3 — [397, 90, 586, 2477]
signature-line: SEGUNDO DE LO CIVIL — [591, 578, 679, 587]
edict-signature — [214, 1171, 391, 1206]
signature-line: C. SECRETARIO ADSCRITO AL JUZGADO — [403, 516, 559, 526]
signature-line: JUZGADO SEXTO DE JURISDICCIÓN — [214, 1188, 353, 1197]
page-folio-number: 6 — [25, 41, 44, 83]
edict-body: A la persona moral Constructora y Fraccionadora Santiago, S.A., con domicilio ignorado. En fecha tres de septiembre de dos mil veinticinco, se admitió en este Juzgado Cuarto de lo Civil del Primer Distrito Judicial del Estado, con el expedi-ente judicial número 962/2025, relativo al juicio ordinario civil, promovido por Rosa María Tamez Vega, en contra de Constructora y Fraccionadora Santiago, S.A., donde se le reclama literalmente lo siguiente: a). La formalización, aceptación y reconocimiento del Contrato Preparatorio de Promesa de Venta con Obligación de Compra de inmueble celebrado en fecha 1 de febrero de 1971, por una parte, mi poder el Sr. Manuel Tamez Saldívar (actualmente finado) en su carác-ter de comprador y, por otra parte, la vendedora persona moral CONSTRUCTORA Y FRAC-CIONADORA SANTIAGO, S.A., respecto de un Lote de terreno ubicado en el Fraccionamiento Los Pescadores, en El Cercado, Municipio Villa de Santiago, Nuevo León, que se describe como sigue: "Lote #14 Manzana "B" que mide y colinda con 9 metros de frente a la calle Rabón y al fren-te de los terrenos números 16 y 17 con 9 metros cincuenta centímetros a sus lados y al fondo de este lote el terreno marcado con el número 13. Con una superficie total de 180 metros cuadrados. b). Como consecuencia de la anterior, y de la consignación a favor de la parte deman-dada de los restantes $14,200.00 (catorce mil doscientos pesos 00/100 M.N.) en el total de $16,200.00 (dieciséis mil doscientos pesos 00/100 M.N.) como valor del terreno aludido, esto, a través de certificado de depósito número 04370763, emitido por la Secretaría de Finanzas y Tesorería General del Estado de Nuevo León, así como también, consecuencia de mi carácter de heredera y adjudicataria, por requisito de los demás herederos, sobre la sucesión testamen-taria acumulada extrajudicial a bienes del señor Manuel Tamez Saldívar y Elva Vega Silva, quien también se ostentaba como Elva Vega Silva de Tamez, y proceda a regresarmente sobre los dere-chos del lote de terreno descrito en el aludido con-trato de promesa, sobre los derechos del lote de terreno descrito en el aludido contrato de prome-sa, se condene a la demandada al otorgamiento de firma y escritura pública a favor de la suscrita, respecto del predio antes mencionado, libre de todo gravamen y obligación. c). Se ordene la Inscripción de la sentencia ejecutoriada que recaiga al presente juicio, en el Registro Público de la Propiedad y del Comercio, para los efectos legales a que haya lugar. d). Pago de gastos y costas judiciales. Por otro lado, mediante auto con fecha de publicación del cuatro de noviembre de dos mil veinticinco, se ordenó emplazar a la demandada Constructora y Fraccionadora Santiago, S.A., por medio de edictos que deberán de publicarse por tres veces consecutivas en el Periódico Oficial del Estado, en el Boletín Judicial, así como en cualquiera de los periódicos El Norte, El Porvenir, Milenio Diario o Periódico ABC, a elección de la parte actora, a fin de que dentro del término de 9 nueve días produzca su con-testación, bajo el apercibimiento de que, de no hacerlo se tendrá por contestada la demanda en sentido negativo, así mismo, prevén-gasele a Promotora Morpe, Sociedad Anónima de Capital Variable, para que dentro del término antes referido señale domicilio para oír y recibir notificaciones en cualquiera de los municipios de Apodaca, General Escobedo, Guadalupe, Monterrey, San Nicolás de los Garza, San Pedro Garza García y Santa Catarina, Nuevo León a 06 seis de agosto del año 2025 dos mil veinticinco. — [968, 101, 1145, 774]
signature-line: CUARTO DE LO CIVIL — [1157, 834, 1239, 844]
signature-line: C. SECRETARIO ADSCRITO A LA — [26, 1108, 150, 1118]
signature-line: JUDICIAL DEL ESTADO — [26, 1661, 114, 1670]
signature-line: CIUDADANO SECRETARIO ADSCRITO AL — [591, 1250, 748, 1260]
signature-line: TERCERO DE LO FAMILIAR DEL PRIMER — [1157, 1095, 1311, 1105]
edict-publication-ref: (1, 2 y 3) — [26, 1144, 57, 1153]
signature-line: SECRETARIO DEL JUZGADO GUERRERO — [1157, 1122, 1313, 1131]
edict-body: Domicilio ignorado. — [591, 618, 658, 628]
signature-line: LIC. LUIS ANGEL MUÑIZ — [591, 1286, 682, 1295]
edict-body: DOMICILIO IGNORADO — [26, 1184, 112, 1193]
signature-line: DISTRITO JUDICIAL EN EL ESTADO. — [403, 1321, 539, 1330]
column-6 — [963, 90, 1151, 2477]
edict-publication-ref: (3, 4 y 5) — [403, 534, 434, 544]
edict-signature — [403, 1304, 580, 1348]
signature-line: LIC. VIVIANA HERNANDEZ JUÁREZ. — [403, 1330, 538, 1339]
edict-header: EDICTO — [968, 93, 999, 101]
edict-header: EDICTO — [403, 548, 434, 557]
signature-line: SECRETARIO DEL JUZGADO TERCERO — [1157, 1140, 1306, 1149]
signature-line: JUICIO FAMILIAR ORAL DEL SEGUNDO — [591, 1007, 741, 1017]
edict-signature — [26, 1100, 203, 1144]
signature-line: ROLANDO EDUARDO GUTIERREZ — [403, 499, 532, 508]
signature-line: LICENCIADA VIVIANA HERNÁNDEZ — [968, 1016, 1102, 1025]
signature-line: MISAEL RODRIGUEZ CARRERA — [968, 773, 1089, 782]
edict-body: DOMICILIO IGNORADO. — [591, 1073, 680, 1083]
edict-header: EDICTO — [1157, 857, 1188, 866]
edict-header: EDICTO — [591, 1056, 622, 1066]
edict-publication-ref: (1, 2 y 3) — [780, 746, 811, 756]
signature-line: DISTRITO JUDICIAL DEL ESTADO. — [1157, 1105, 1286, 1114]
signature-line: JUDICIAL DEL ESTADO. — [968, 1007, 1059, 1017]
signature-line: ANGEL GABRIEL GAMEZ VAZQUEZ — [26, 1100, 160, 1109]
edict-columns — [20, 90, 1429, 2477]
edict-header: EDICTO — [968, 812, 999, 822]
signature-line: CIVIL ORAL — [26, 1135, 70, 1144]
edict-body: A la ciudadana: Edgar Ricardo Montañez Garza — [403, 1126, 569, 1136]
edict-publication-ref: (3, 4 y 5) — [1157, 844, 1188, 853]
signature-line: ALEJANDRO RUELAS BURGOA — [214, 1170, 335, 1179]
edict-body: Al Ciudadano: Manuel Rodolfo Tadeo Campos. CON DOMICILIO IGNORADO. Con fecha 05 cinco de agosto de 2025 dos mil veinticinco, se admitió a trámite en este Juzgado Tercero de lo Familiar del Primer Distrito Judicial en el Estado, el Expediente Judicial número 923/2021, relativo al juicio sucesorio de intestado a bienes de Sylvia Flores Godina, posteriormente en fecha 28 veinti-ocho de octubre del 2025 dos mil veinticinco, se ordenó dar vista por medio de edictos que se pub-licaran por 3 tres veces consecutivas en el Periódico Oficial del Estado, Boletín Judicial del Estado y Periódico El Porvenir y/o El Norte y/o Milenio Diario y/o ABC a elección de la parte inter-esada, a fin de que dentro del término de 3 tres días hábiles, contados a partir del siguiente al de la última publicación, manifieste lo que a su dere-cho convenga, respecto a la vista ordenada medi-ante auto de fecha 28 veintiocho de octubre del 2025 dos mil veinticinco, apercibido que de no hacerlo se le tendrá por perdido el derecho que pudo ejercitar, quedando a su disposición en la Secretaría de este Juzgado las copias de traslado correspondientes. Doy fe. Monterrey, Nuevo León a 06 seis de agosto del año 2025 dos mil veinticinco. — [1157, 865, 1334, 1087]
edict-publication-ref: (3) — [403, 1105, 413, 1114]
edict-body: En fecha 31 treinta y uno de marzo del año 2023 dos mil veintitrés se admitió a trámite ante este H. Juzgado el expediente judicial número 380/2023, relativo a las DILIGENCIAS DE JURISDICCIÓN VOLUNTARIA SOBRE INFORMACIÓN AD-PER-PETUAM, promovidas por ELEAZAR MENDOZA VALDEZ. Ordenándose emplazar por auto de fecha 28 veintiocho de julio del año 2025 dos mil veinticinco, a la C. GUADALUPE MENDOZA VALDEZ, por medio de edictos que se publicarán por tres veces consecutivas en el Periódico Oficial del Estado, en el Periódico el Porvenir en la ciudad de Monterrey, Nuevo León, en el Boletín Judicial del Estado, a fin de que se le emplace en los juzgados que dentro del término de 03 tres días desahogue la vista ordenada, en cuyo caso se tendrá por perdido su derecho a ejercitarlo, lo anterior conforme a lo dispuesto en el artículo 1145, fracción III, del Código Civil del Estado. — [591, 1083, 768, 1251]
edict-body: AL CIUDADANO: MARÍA ANTONIETA LUGO GUZMÁN. — [968, 822, 1145, 840]
edict-body: María Sandra Jaramillo Herrera, domicilio cono-cido como María Sandra Jaramillo Herrera de Banda, así como del tercer acreedor, Centro Social y Cultural A.C. En fecha 12 de Enero del año 2022, se ordena notificar por medio de Edictos a María Sandra Jaramillo Herrera, tam-bién conocida como María Sandra Jaramillo Herrera de Banda, así como del tercer acree-dor, Centro Social y Cultural A.C. a fin de hac-erle de su conocimiento el estado de ejecución del juicio que más adelante se refiere: Edictos que se deberán de publicar por 3 tres veces consecutivas en el Periódico Oficial del Estado, así como en el periódico de circulación nacional Reforma, así como en el periódico local El Norte y/o Milenio Diario y/o El Porvenir y/o El Financiero, a elección del solicitante, para hac-erle de su conocimiento que en el juzgado Sexto de Jurisdicción Concurrente se radicó el expediente número 1033/2020 relativo al Juicio Ejecutivo Mercantil promovido por Juan Carlos Ramírez Balboa, en su carácter de endosatario en procuración de Miguel Jaime Buentti Zamudio en contra de Juan Carlos Banda Nuncio y el cual se encuentra en estado de eje-cución en particular sobre el bien raíz, el cual es el Lote de Terreno marcado con el número 29 de la manzana 222 del Fraccionamiento Rincón de las Palmas, Segundo Sector, ubica-do en el municipio de Santa Catarina, Nuevo León, dicho inmueble tiene como medidas la finca marcada con el número 119 de la calle Rincón Pedreras del mencionado frac-cionamiento y el cual está inscrito bajo el número 536, volumen 96, libro 11, Sección Propiedad, con fecha 6 de Mayo de 1999 de la Unidad de Santa Catarina, inscrita a favor de JUAN CARLOS BANDA NUNCIO y MARIA SANDRA JARAMILLO HERRERA DE BANDA, respecto de quien Usted es Tercer Acreedor acorde al certificado de gravámenes que obra en autos Quedan en la Secretaría de este Juzgado a su disposición de usted María Sandra Jaramillo Herrera, también conocida como María Sandra Jaramillo Herrera de Banda, así como del tercer acreedor, Centro Social y Cultural A.C. las actuaciones del expe-diente para que se hagan sabedores del estado de ejecución que guarda el presente expedi-ente. En el entendido de que, conforme a lo previsto por el numeral 315 del Código Federal de Procedimientos Civiles aplicado de manera supletoria a la materia mercantil, al tercer acreedor en cita deberán comparecer dentro del término de 30-treinta días hábiles contados a partir del día siguiente al de la última publi-cación de los edictos antes ordenados, igualmente, esta Autoridad tiene a bien em-pren-ir a María Sandra Jaramillo Herrera, tam-bién conocida como María Sandra Jaramillo Herrera de Banda, así como del tercer acree-dor, Centro Social y Cultural A.C., para el efec-to de que dentro del término, es decir 30 trein-ta días hábiles, designen domicilio para oír y recibir notificaciones en esta Ciudad, apercibi-dos de que en caso de no hacerlo, las subse-cuentes notificaciones, aun las de carácter per-sonal, se le harán por medio de cédula que se fijará en la tabla de avisos electrónica de esta Coordinación, de conformidad con lo dispuesto por el numeral 1075 del Código de Comercio. — [780, 101, 957, 703]
edict-publication-ref: (3, 4 y 5) — [780, 1158, 811, 1167]
signature-line: COORDINACIÓN DE GESTIÓN JUDICIAL — [26, 1117, 177, 1126]
edict-body: El día 24-veinticuatro de noviembre del año 2025-dos mil veinticinco, se admitió a trámite en este Juzgado Segundo de lo Familiar del Tercer Distrito Judicial del Estado, el juicio sucesorio de intestado a bienes de Carlota Modesta Pérez, bajo el expediente número 1589/2025, ordenándose la publicación de un edicto por una sola vez tanto en el periódico El Porvenir, así como en el Boletín Judicial que se edita en la Entidad, convocándose a los que se crean con derecho a la herencia, acudan a deducirlo ante ésta Autoridad en el término de 30 treinta días a contar desde el siguiente al de la Publicación. DOY FE. San Nicolás de los Garza, Nuevo León, a 01 de diciembre del 2025. — [214, 1228, 391, 1361]
edict-body: En el Juzgado Octavo de Juicio Familiar Oral del Primer Distrito Judicial del Estado, por auto de 7 siete de agosto del 2025 dos mil veinticinco, se admite a trámite el juicio oral sobre divorcio incausado que promueve Karla Anahí Ibarra Gaytán en contra de Juve Fernando Monjaras Pérez, radicado bajo el número de expediente judicial 452/2025, de conformidad con lo dispuesto en los artículos 98, 99, 111 fracción XII, 612, 614, 989 fracción V, 990, 1040, 1041 y 1042 del Código de Procedimientos Civiles, en acatamiento a lo ordenado mediante auto del 18 dieciocho de abril de 2024 dos mil veinticuatro, con fundamento en el artículo 73 del Código de Procedimientos Civiles, éste Autoridad tiene a bien ordenar que la notificación ordenada en el auto del 7 siete de agosto del 2025 dos mil veinticinco, respecto de Juve Fernando Monjaras Pérez, se haga por medio de edictos que se publicarán por tres veces consecutivas tanto en el Periódico Oficial, Boletín Judicial o en cualesquiera de los siguientes periódicos: El Norte, El Porvenir "El Porvenir" que se editan en la Ciudad, a fin de que dentro del término de 09 nueve días ocurra al local de éste Juzgado Octavo de Juicio Familiar Oral del Primer Distrito Judicial del Estado, sito en el sexto piso del Edificio Valliant, ubicado de la calle Escobedo 819 sur, en el Centro de Monterrey, Nuevo León, a fin de que manifieste lo que a sus derechos convenga, aclarando que hecha que la notificación realizada de ésta forma surtirá sus efectos a los 10 diez días contados desde el siguiente al de la última publicación del edicto, quedando en la Secretaría del Juzgado a su disposición de dicha parte demandada las copias simples del escrito de cuenta y efecto de que se impongan de las mismas. Bajo el apercibimiento para que en el término concedido para contestar la demanda señale domicilio para el efecto de oír y recibir notificaciones en cualquiera de los municipios de Apodaca, General Escobedo, Guadalupe, Monterrey, San Nicolás de los Garza, San Pedro Garza García y Santa Catarina, Nuevo León, apercibido de que en caso de no hacerlo así, las notificaciones posteriores se le harán por medio de instructivo que se publicará en la tabla de avisos electrónica de ésta Coordinación de Gestión Judicial, de acuerdo a lo establecido en el artículo 68 del Código Procesal Civil. Doy Fe. Monterrey, Nuevo León a 18 de noviembre de 2025. — [26, 1193, 203, 1635]
edict-signature — [780, 1131, 957, 1158]
signature-line: MISAEL RODRIGUEZ CARRERA — [780, 1131, 901, 1140]
edict-body: A LA C. GUADALUPE MENDOZA VALDEZ — [591, 1065, 741, 1074]
